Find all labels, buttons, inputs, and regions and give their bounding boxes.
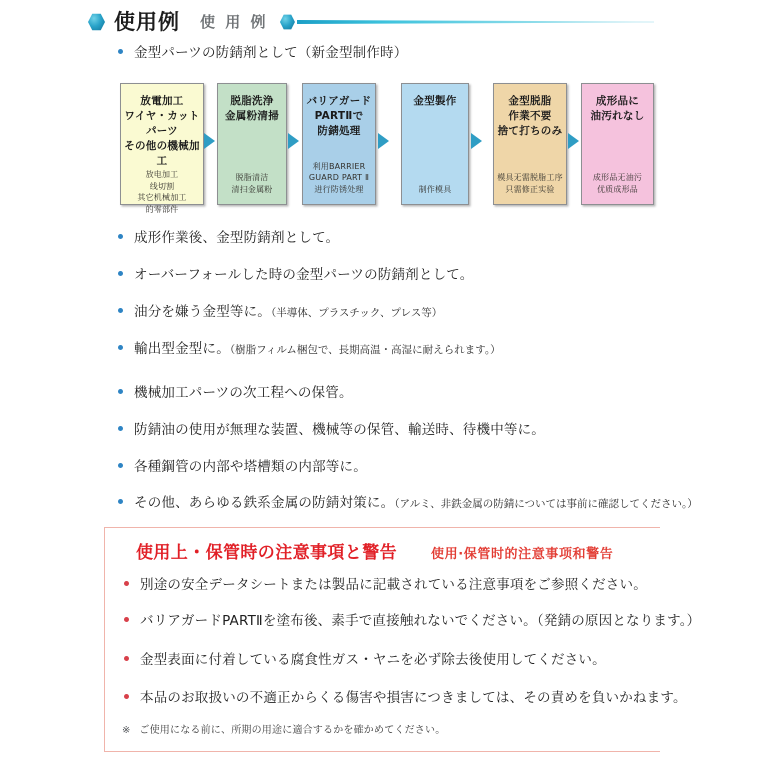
- bullet-dot-icon: [118, 271, 123, 276]
- usage-bullet-text: 各種鋼管の内部や塔槽類の内部等に。: [134, 459, 367, 475]
- warning-title-ja: 使用上・保管時の注意事項と警告: [136, 543, 397, 563]
- warning-bullet-text: 金型表面に付着している腐食性ガス・ヤニを必ず除去後使用してください。: [140, 652, 606, 668]
- bullet-dot-icon: [118, 463, 123, 468]
- usage-bullet-item: [118, 491, 698, 511]
- flow-step-label-ja: 脱脂洗浄 金属粉清掃: [225, 95, 279, 122]
- warning-bullet-text: 別途の安全データシートまたは製品に記載されている注意事項をご参照ください。: [140, 577, 647, 593]
- diamond-marker-secondary-icon: [280, 14, 295, 30]
- flow-step-label-zh: 制作模具: [418, 184, 452, 194]
- process-flow-diagram: [120, 83, 654, 214]
- section-header: [88, 8, 654, 36]
- warning-bullet-item: [124, 609, 700, 629]
- warning-bullet-item: [124, 573, 647, 593]
- flow-step-label-ja: 成形品に 油汚れなし: [590, 95, 645, 122]
- warning-title-zh: 使用·保管时的注意事项和警告: [431, 547, 614, 562]
- flow-step-box: [217, 83, 287, 205]
- usage-bullet-item: [118, 300, 442, 320]
- usage-bullet-item: [118, 455, 367, 475]
- usage-bullet-text: 機械加工パーツの次工程への保管。: [134, 385, 353, 401]
- warning-bullet-text: バリアガードPARTⅡを塗布後、素手で直接触れないでください。（発錆の原因となります。）: [140, 613, 701, 629]
- bullet-dot-icon: [118, 234, 123, 239]
- usage-bullet-item: [118, 337, 501, 357]
- flow-step-label-zh: 放电加工 线切割 其它机械加工 的零部件: [137, 170, 187, 214]
- flow-arrow-icon: [288, 133, 299, 149]
- warning-bullet-text: 本品のお取扱いの不適正からくる傷害や損害につきましては、その責めを負いかねます。: [140, 690, 687, 706]
- diamond-marker-icon: [88, 13, 105, 31]
- warning-footnote-text: ご使用になる前に、所期の用途に適合するかを確かめてください。: [139, 725, 446, 736]
- flow-step-label-zh: 利用BARRIER GUARD PART Ⅱ 进行防锈处理: [308, 161, 370, 194]
- flow-step-label-zh: 成形品无油污 优质成形品: [592, 173, 643, 194]
- flow-step-box: [493, 83, 567, 205]
- header-rule-divider: [297, 20, 654, 24]
- usage-bullet-text: 輸出型金型に。（樹脂フィルム梱包で、長期高温・高湿に耐えられます。）: [134, 341, 501, 357]
- flow-step-label-ja: 金型脱脂 作業不要 捨て打ちのみ: [497, 95, 563, 137]
- bullet-dot-icon: [118, 499, 123, 504]
- flow-step-box: [401, 83, 469, 205]
- flow-arrow-icon: [204, 133, 215, 149]
- flow-arrow-icon: [568, 133, 579, 149]
- bullet-dot-icon: [118, 389, 123, 394]
- usage-bullet-text: オーバーフォールした時の金型パーツの防錆剤として。: [134, 267, 474, 283]
- flow-step-box: [581, 83, 654, 205]
- usage-bullet-item: [118, 263, 473, 283]
- flow-step-label-zh: 模具无需脱脂工序 只需修正实验: [497, 173, 563, 194]
- note-mark-icon: ※: [122, 725, 131, 736]
- lead-bullet-item: [118, 41, 407, 61]
- usage-bullet-text: 油分を嫌う金型等に。（半導体、プラスチック、プレス等）: [134, 304, 443, 320]
- flow-arrow-icon: [378, 133, 389, 149]
- section-title-zh: 使 用 例: [200, 12, 268, 31]
- usage-bullet-item: [118, 381, 353, 401]
- flow-arrow-icon: [471, 133, 482, 149]
- bullet-dot-icon: [124, 694, 129, 699]
- bullet-dot-icon: [124, 617, 129, 622]
- warning-bullet-item: [124, 648, 606, 668]
- usage-bullet-text: その他、あらゆる鉄系金属の防錆対策に。（アルミ、非鉄金属の防錆については事前に確認してください。）: [134, 495, 698, 511]
- flow-step-label-ja: 放電加工 ワイヤ・カット パーツ その他の機械加工: [124, 95, 200, 167]
- usage-bullet-text: 成形作業後、金型防錆剤として。: [134, 230, 340, 246]
- bullet-dot-icon: [118, 308, 123, 313]
- flow-step-label-ja: バリアガード PARTⅡで 防錆処理: [306, 95, 372, 137]
- warning-bullet-item: [124, 686, 687, 706]
- warning-footnote: [122, 721, 445, 736]
- warning-title: [136, 538, 613, 563]
- bullet-dot-icon: [118, 345, 123, 350]
- bullet-dot-icon: [124, 656, 129, 661]
- bullet-dot-icon: [124, 581, 129, 586]
- flow-step-label-zh: 脱脂清洁 清扫金属粉: [231, 173, 273, 194]
- section-title-ja: 使用例: [114, 9, 180, 34]
- flow-step-label-ja: 金型製作: [413, 95, 457, 107]
- bullet-dot-icon: [118, 426, 123, 431]
- flow-step-box: [302, 83, 376, 205]
- usage-bullet-item: [118, 418, 545, 438]
- bullet-dot-icon: [118, 49, 123, 54]
- usage-bullet-item: [118, 226, 339, 246]
- lead-bullet-text: 金型パーツの防錆剤として（新金型制作時）: [134, 45, 408, 61]
- usage-bullet-text: 防錆油の使用が無理な装置、機械等の保管、輸送時、待機中等に。: [134, 422, 545, 438]
- flow-step-box: [120, 83, 204, 214]
